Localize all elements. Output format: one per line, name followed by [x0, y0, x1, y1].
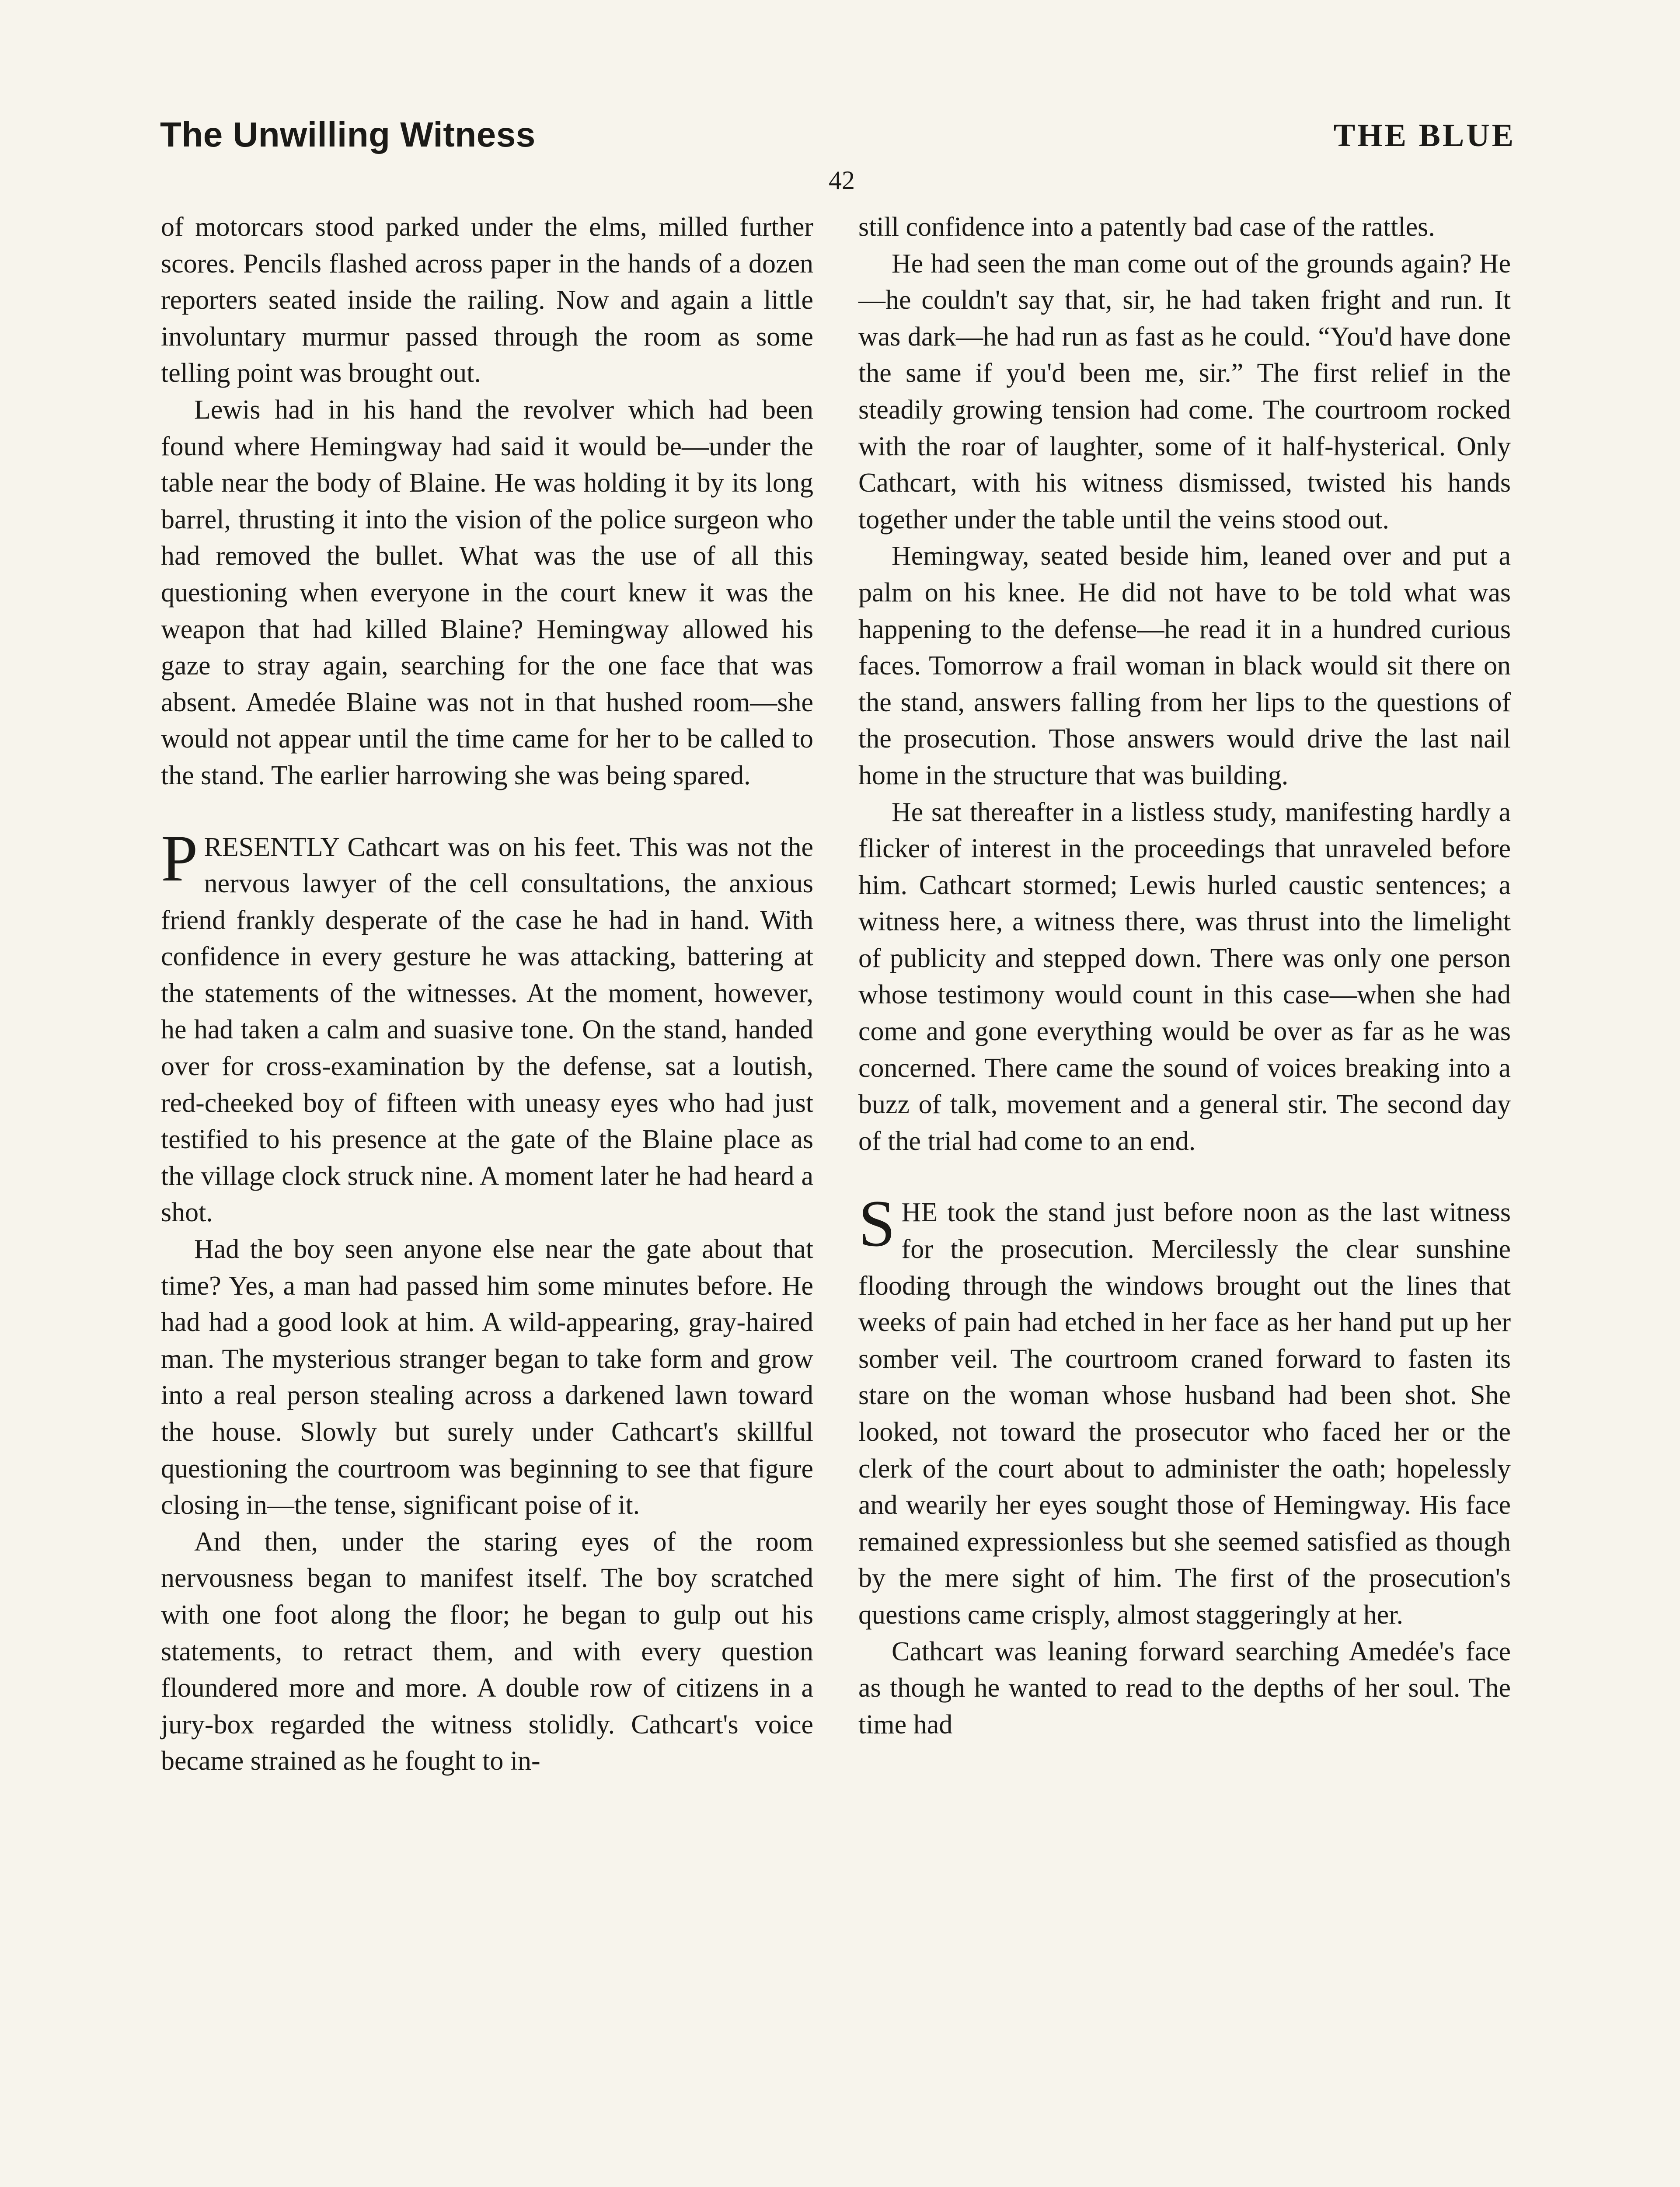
paragraph: He had seen the man come out of the grounds again? He—he couldn't say that, sir, he had taken fright and run. It was dark—he had run as fast as he could. “You'd have done the same if you'd been me, sir.” The first relief in the steadily growing tension had come. The courtroom rocked with the roar of laughter, some of it half-hysterical. Only Cathcart, with his witness dismissed, twisted his hands together under the table until the veins stood out.: [858, 248, 1511, 535]
drop-cap: P: [161, 821, 198, 895]
right-column: [858, 209, 1511, 1743]
paragraph: of motorcars stood parked under the elms, milled further scores. Pencils flashed across paper in the hands of a dozen reporters seated inside the railing. Now and again a little involuntary murmur passed through the room as some telling point was brought out.: [161, 212, 813, 388]
paragraph: Had the boy seen anyone else near the gate about that time? Yes, a man had passed him some minutes before. He had had a good look at him. A wild-appearing, gray-haired man. The mysterious stranger began to take form and grow into a real person stealing across a darkened lawn toward the house. Slowly but surely under Cathcart's skillful questioning the courtroom was beginning to see that figure closing in—the tense, significant poise of it.: [161, 1234, 813, 1520]
paragraph: And then, under the staring eyes of the room nervousness began to manifest itself. The boy scratched with one foot along the floor; he began to gulp out his statements, to retract them, and with every question floundered more and more. A double row of citizens in a jury-box regarded the witness stolidly. Cathcart's voice became strained as he fought to in-: [161, 1527, 813, 1776]
paragraph: still confidence into a patently bad case of the rattles.: [858, 212, 1435, 242]
story-title: The Unwilling Witness: [160, 115, 536, 154]
paragraph: Cathcart was leaning forward searching Amedée's face as though he wanted to read to the depths of her soul. The time had: [858, 1636, 1511, 1740]
section-start-paragraph: [161, 821, 813, 1232]
paragraph: He sat thereafter in a listless study, manifesting hardly a flicker of interest in the proceedings that unraveled before him. Cathcart stormed; Lewis hurled caustic sentences; a witness here, a witness there, was thrust into the limelight of publicity and stepped down. There was only one person whose testimony would count in this case—when she had come and gone everything would be over as far as he was concerned. There came the sound of voices breaking into a buzz of talk, movement and a general stir. The second day of the trial had come to an end.: [858, 797, 1511, 1156]
section-start-paragraph: [858, 1187, 1511, 1633]
page-number: 42: [829, 166, 855, 195]
paragraph-text: RESENTLY Cathcart was on his feet. This was not the nervous lawyer of the cell consultations, the anxious friend frankly desperate of the case he had in hand. With confidence in every gesture he was attacking, battering at the statements of the witnesses. At the moment, however, he had taken a calm and suasive tone. On the stand, handed over for cross-examination by the defense, sat a loutish, red-cheeked boy of fifteen with uneasy eyes who had just testified to his presence at the gate of the Blaine place as the village clock struck nine. A moment later he had heard a shot.: [161, 832, 813, 1228]
drop-cap: S: [858, 1187, 896, 1261]
left-column: [161, 209, 813, 1780]
paragraph-text: HE took the stand just before noon as the last witness for the prosecution. Mercilessly the clear sunshine flooding through the windows brought out the lines that weeks of pain had etched in her face as her hand put up her somber veil. The courtroom craned forward to fasten its stare on the woman whose husband had been shot. She looked, not toward the prosecutor who faced her or the clerk of the court about to administer the oath; hopelessly and wearily her eyes sought those of Hemingway. His face remained expressionless but she seemed satisfied as though by the mere sight of him. The first of the prosecution's questions came crisply, almost staggeringly at her.: [858, 1198, 1511, 1630]
magazine-name: THE BLUE: [1333, 118, 1516, 154]
paragraph: Hemingway, seated beside him, leaned over and put a palm on his knee. He did not have to be told what was happening to the defense—he read it in a hundred curious faces. Tomorrow a frail woman in black would sit there on the stand, answers falling from her lips to the questions of the prosecution. Those answers would drive the last nail home in the structure that was building.: [858, 541, 1511, 790]
paragraph: Lewis had in his hand the revolver which had been found where Hemingway had said it would be—under the table near the body of Blaine. He was holding it by its long barrel, thrusting it into the vision of the police surgeon who had removed the bullet. What was the use of all this questioning when everyone in the court knew it was the weapon that had killed Blaine? Hemingway allowed his gaze to stray again, searching for the one face that was absent. Amedée Blaine was not in that hushed room—she would not appear until the time came for her to be called to the stand. The earlier harrowing she was being spared.: [161, 395, 813, 790]
